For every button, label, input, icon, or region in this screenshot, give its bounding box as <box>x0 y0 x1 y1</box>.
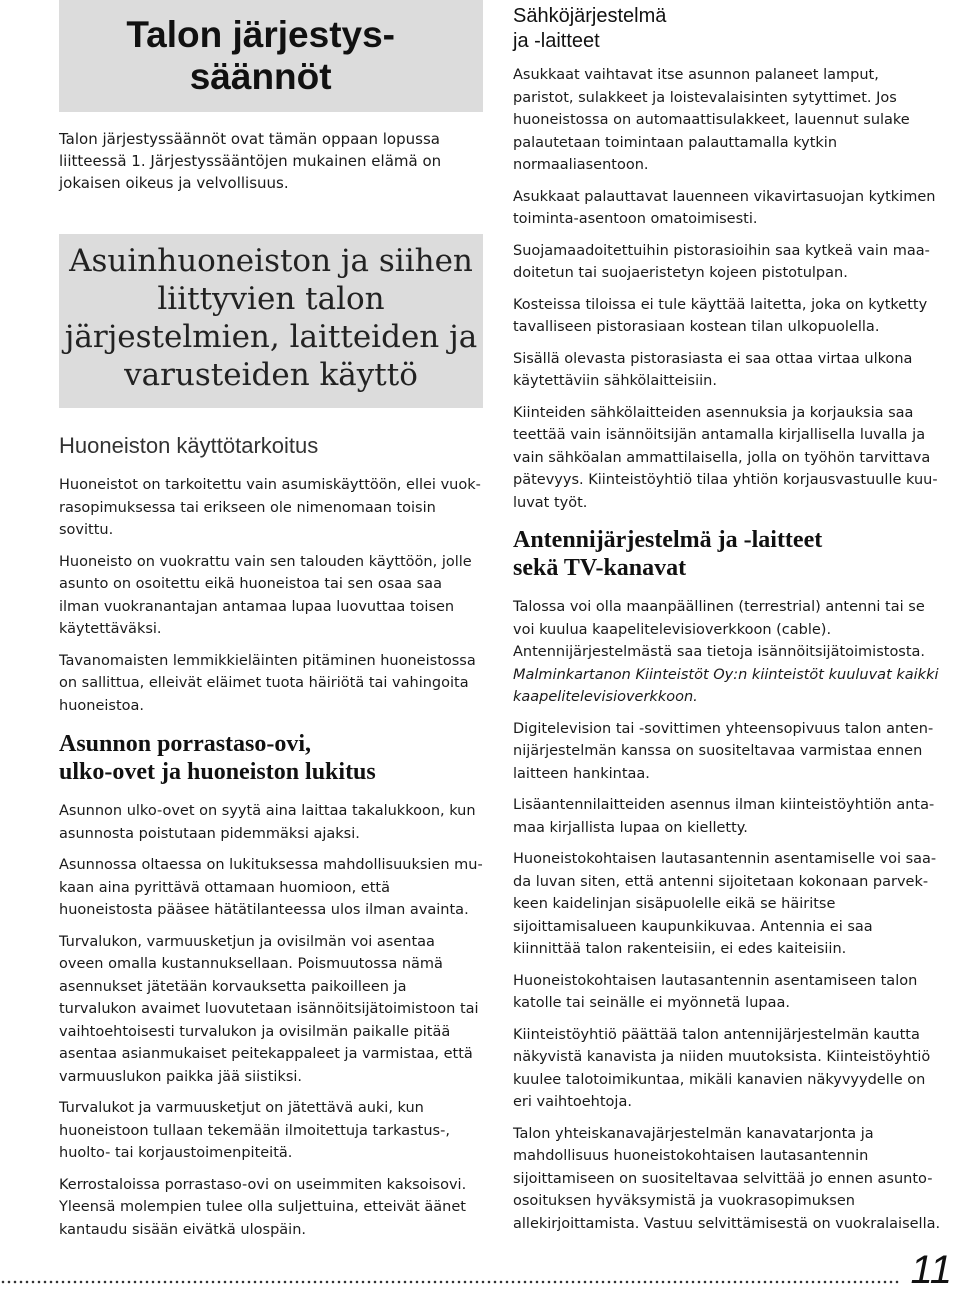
main-heading: Asuinhuoneiston ja siihen liittyvien talon järjestelmien, laitteiden ja varusteiden käyttö <box>64 243 478 393</box>
paragraph: Kerrostaloissa porrastaso-ovi on useimmiten kaksoisovi. Yleensä molempien tulee olla suljettuina, etteivät äänet kantaudu sisään eivätkä ulospäin. <box>59 1176 467 1238</box>
intro-block <box>59 128 469 194</box>
intro-text: Talon järjestyssäännöt ovat tämän oppaan lopussa liitteessä 1. Järjestyssääntöjen mukainen elämä on jokaisen oikeus ja velvollisuus. <box>59 130 442 192</box>
section-antenna <box>513 526 941 1244</box>
page-footer <box>0 1248 960 1292</box>
paragraph: Turvalukot ja varmuusketjut on jätettävä auki, kun huoneistoon tullaan tekemään ilmoitettuja tarkastus-, huolto- tai korjaustoimenpiteitä. <box>59 1100 450 1161</box>
paragraph: Asukkaat palauttavat lauenneen vikavirtasuojan kytkimen toiminta-asentoon omatoimisesti. <box>513 188 936 227</box>
paragraph: Turvalukon, varmuusketjun ja ovisilmän voi asentaa oveen omalla kustannuksellaan. Poismuutossa nämä asennukset jätetään korvauksetta paikoilleen ja turvalukon avaimet luovutetaan isännöitsijätoimistoon tai vaihtoehtoisesti turvalukon ja ovisilmän paikalle pitää asentaa asianmukaiset peitekappaleet ja varmistaa, että varmuuslukon paikka jää siistiksi. <box>59 933 479 1085</box>
paragraph: Asunnon ulko-ovet on syytä aina laittaa takalukkoon, kun asunnosta poistutaan pidemmäksi ajaksi. <box>59 803 476 842</box>
section-heading-locks: Asunnon porrastaso-ovi, ulko-ovet ja huoneiston lukitus <box>59 731 376 785</box>
paragraph: Lisäantennilaitteiden asennus ilman kiinteistöyhtiön antamaa kirjallista lupaa on kielletty. <box>513 797 935 836</box>
section-electrical <box>513 4 941 523</box>
section-heading-purpose: Huoneiston käyttötarkoitus <box>59 433 319 458</box>
dotted-leader <box>0 1280 900 1284</box>
paragraph: Huoneistot on tarkoitettu vain asumiskäyttöön, ellei vuokrasopimuksessa tai erikseen ole nimenomaan toisin sovittu. <box>59 477 481 538</box>
paragraph: Talon yhteiskanavajärjestelmän kanavatarjonta ja mahdollisuus huoneistokohtaisen lautasantennin sijoittamiseen on suositeltavaa selvittää jo ennen asunto-osoituksen hyväksymistä ja vuokrasopimuksen allekirjoittamista. Vastuu selvittämisestä on vuokralaisella. <box>513 1125 941 1232</box>
title-box <box>59 0 483 112</box>
paragraph: Suojamaadoitettuihin pistorasioihin saa kytkeä vain maadoitetun tai suojaeristetyn kojeen pistotulpan. <box>513 242 930 281</box>
paragraph: Tavanomaisten lemmikkieläinten pitäminen huoneistossa on sallittua, elleivät eläimet tuota häiriötä tai vahingoita huoneistoa. <box>59 652 476 714</box>
paragraph: Huoneistokohtaisen lautasantennin asentamiselle voi saada luvan siten, että antenni sijoitetaan kokonaan parvekkeen kaidelinjan sisäpuolelle eikä se häiritse sijoittamisalueen kaupunkikuvaa. Antennia ei saa kiinnittää talon rakenteisiin, ei edes kaiteisiin. <box>513 851 937 957</box>
paragraph: Kosteissa tiloissa ei tule käyttää laitetta, joka on kytketty tavalliseen pistorasiaan kostean tilan ulkopuolella. <box>513 296 928 335</box>
paragraph: Kiinteiden sähkölaitteiden asennuksia ja korjauksia saa teettää vain isännöitsijän antamalla kirjallisella luvalla ja vain sähköalan ammattilaisella, jolla on työhön tarvittava pätevyys. Kiinteistöyhtiö tilaa yhtiön korjausvastuulle kuuluvat työt. <box>513 404 938 511</box>
page-title: Talon järjestys- säännöt <box>126 14 395 97</box>
page-number: 11 <box>910 1248 952 1292</box>
paragraph: Huoneistokohtaisen lautasantennin asentamiseen talon katolle tai seinälle ei myönnetä lupaa. <box>513 972 918 1011</box>
paragraph-text: Talossa voi olla maanpäällinen (terrestrial) antenni tai se voi kuulua kaapelitelevisioverkkoon (cable). Antennijärjestelmästä saa tietoja isännöitsijätoimistosta. <box>513 599 926 660</box>
paragraph-italic-text: Malminkartanon Kiinteistöt Oy:n kiinteistöt kuuluvat kaikki kaapelitelevisioverkkoon. <box>513 666 939 705</box>
paragraph: Huoneisto on vuokrattu vain sen talouden käyttöön, jolle asunto on osoitettu eikä huoneistoa tai sen osaa saa ilman vuokranantajan antamaa lupaa luovuttaa toisen käytettäväksi. <box>59 553 472 637</box>
paragraph: Sisällä olevasta pistorasiasta ei saa ottaa virtaa ulkona käytettäviin sähkölaitteisiin. <box>513 350 913 389</box>
paragraph: Asunnossa oltaessa on lukituksessa mahdollisuuksien mukaan aina pyrittävä ottamaan huomioon, että huoneistosta pääsee hätätilanteessa ulos ilman avainta. <box>59 857 483 918</box>
paragraph: Kiinteistöyhtiö päättää talon antennijärjestelmän kautta näkyvistä kanavista ja niiden muutoksista. Kiinteistöyhtiö kuulee talotoimikuntaa, mikäli kanavien näkyvyydelle on eri vaihtoehtoja. <box>513 1026 931 1110</box>
main-heading-box <box>59 234 483 408</box>
paragraph-antenna-intro <box>513 596 941 709</box>
paragraph: Asukkaat vaihtavat itse asunnon palaneet lamput, paristot, sulakkeet ja loistevalaisinten sytyttimet. Jos huoneistossa on automaattisulakkeet, lauennut sulake palautetaan toimintaan palauttamalla kytkin normaaliasentoon. <box>513 67 910 173</box>
paragraph: Digitelevision tai -sovittimen yhteensopivuus talon antennijärjestelmän kanssa on suositeltavaa varmistaa ennen laitteen hankintaa. <box>513 720 934 782</box>
section-locks <box>59 730 483 1250</box>
section-heading-antenna: Antennijärjestelmä ja -laitteet sekä TV-kanavat <box>513 527 823 581</box>
section-purpose <box>59 433 483 726</box>
section-heading-electrical: Sähköjärjestelmä ja -laitteet <box>513 5 667 52</box>
